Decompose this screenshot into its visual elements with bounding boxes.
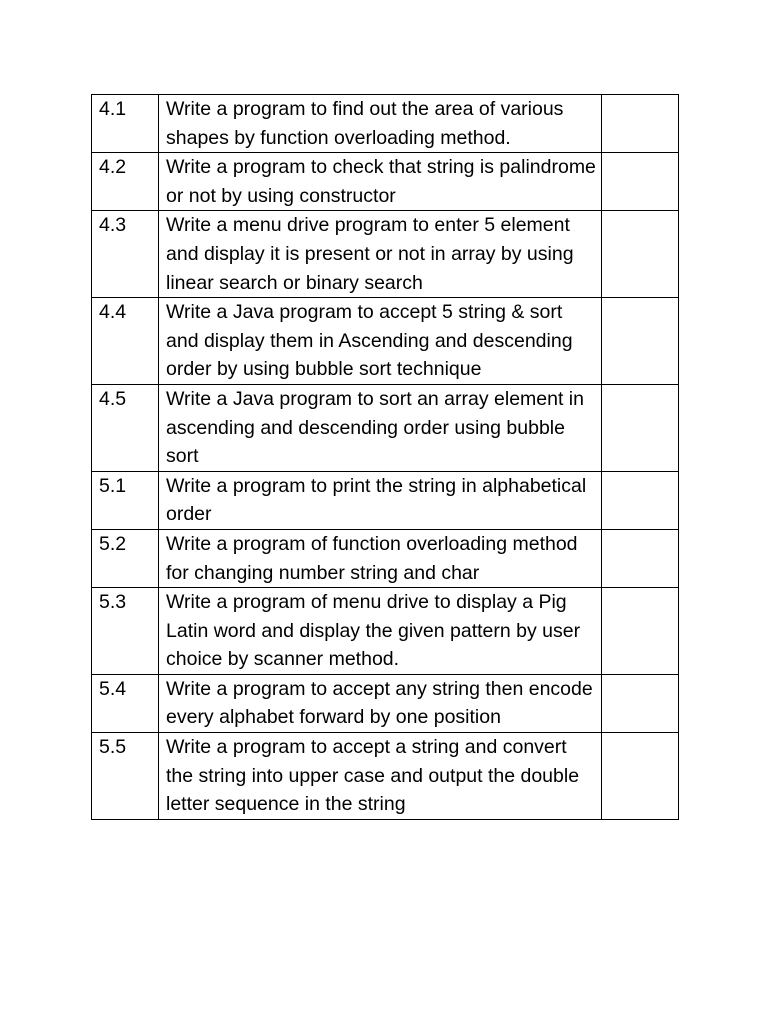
table-row bbox=[92, 529, 679, 587]
blank-cell bbox=[602, 95, 679, 153]
blank-cell bbox=[602, 211, 679, 298]
blank-cell bbox=[602, 298, 679, 385]
table-row bbox=[92, 298, 679, 385]
program-number: 4.4 bbox=[92, 298, 159, 385]
blank-cell bbox=[602, 588, 679, 675]
blank-cell bbox=[602, 384, 679, 471]
program-description: Write a Java program to accept 5 string & sort and display them in Ascending and descending order by using bubble sort technique bbox=[159, 298, 602, 385]
program-number: 5.1 bbox=[92, 471, 159, 529]
program-number: 4.3 bbox=[92, 211, 159, 298]
program-number: 5.2 bbox=[92, 529, 159, 587]
program-number: 5.4 bbox=[92, 674, 159, 732]
program-description: Write a menu drive program to enter 5 element and display it is present or not in array by using linear search or binary search bbox=[159, 211, 602, 298]
program-description: Write a program of menu drive to display a Pig Latin word and display the given pattern by user choice by scanner method. bbox=[159, 588, 602, 675]
program-number: 5.5 bbox=[92, 733, 159, 820]
program-description: Write a program to print the string in alphabetical order bbox=[159, 471, 602, 529]
program-number: 5.3 bbox=[92, 588, 159, 675]
blank-cell bbox=[602, 471, 679, 529]
blank-cell bbox=[602, 733, 679, 820]
table-row bbox=[92, 674, 679, 732]
table-row bbox=[92, 384, 679, 471]
program-description: Write a Java program to sort an array element in ascending and descending order using bubble sort bbox=[159, 384, 602, 471]
blank-cell bbox=[602, 529, 679, 587]
table-row bbox=[92, 733, 679, 820]
program-number: 4.5 bbox=[92, 384, 159, 471]
program-description: Write a program of function overloading method for changing number string and char bbox=[159, 529, 602, 587]
program-list-table bbox=[91, 94, 679, 820]
program-number: 4.2 bbox=[92, 153, 159, 211]
table-row bbox=[92, 588, 679, 675]
table-row bbox=[92, 211, 679, 298]
program-number: 4.1 bbox=[92, 95, 159, 153]
table-row bbox=[92, 471, 679, 529]
program-description: Write a program to find out the area of various shapes by function overloading method. bbox=[159, 95, 602, 153]
blank-cell bbox=[602, 674, 679, 732]
table-row bbox=[92, 95, 679, 153]
program-description: Write a program to accept any string then encode every alphabet forward by one position bbox=[159, 674, 602, 732]
program-description: Write a program to accept a string and convert the string into upper case and output the double letter sequence in the string bbox=[159, 733, 602, 820]
program-description: Write a program to check that string is palindrome or not by using constructor bbox=[159, 153, 602, 211]
blank-cell bbox=[602, 153, 679, 211]
table-row bbox=[92, 153, 679, 211]
